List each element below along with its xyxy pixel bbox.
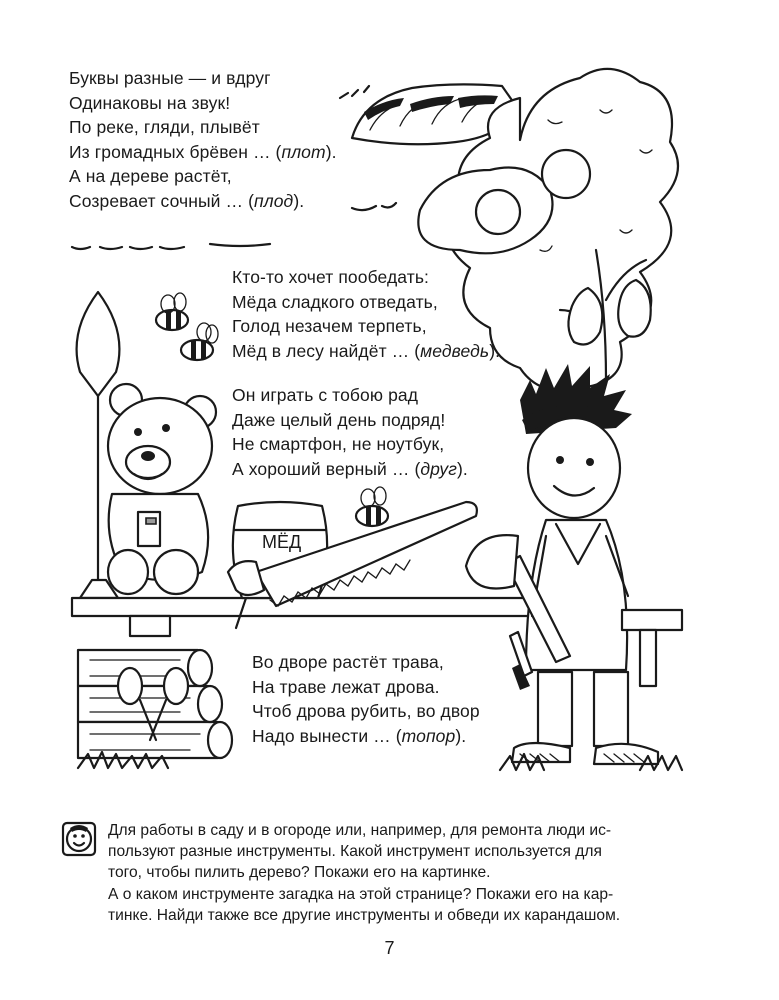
barrel-label: МЁД <box>262 532 302 552</box>
page-number: 7 <box>384 938 395 958</box>
poem-line: Чтоб дрова рубить, во двор <box>252 701 480 721</box>
bee-1 <box>156 293 188 330</box>
poem-line: Даже целый день подряд! <box>232 409 446 430</box>
poem-line: Одинаковы на звук! <box>69 92 231 113</box>
poem-friend <box>232 383 468 481</box>
task-line: тинке. Найди также все другие инструменты и обведи их карандашом. <box>108 906 621 924</box>
child-face-icon <box>63 823 95 855</box>
poem-answer: медведь <box>420 340 490 361</box>
task-line: А о каком инструменте загадка на этой странице? Покажи его на кар- <box>108 885 614 903</box>
poem-line: А на дереве растёт, <box>69 166 232 186</box>
workbench <box>72 598 572 636</box>
poem-line: Голод незачем терпеть, <box>232 316 427 336</box>
poem-answer: топор <box>401 725 456 746</box>
poem-line: Кто-то хочет пообедать: <box>232 267 430 287</box>
poem-line: Мёда сладкого отведать, <box>232 291 438 312</box>
poem-line: Буквы разные — и вдруг <box>69 68 271 88</box>
poem-raft-fruit <box>69 66 337 213</box>
firewood-stack <box>78 650 232 768</box>
poem-line: Надо вынести … (топор). <box>252 725 467 746</box>
poem-line: Из громадных брёвен … (плот). <box>69 141 337 162</box>
task-line: Для работы в саду и в огороде или, например, для ремонта люди ис- <box>108 822 612 839</box>
poem-line: Он играть с тобою рад <box>232 385 419 405</box>
task-line: пользуют разные инструменты. Какой инструмент используется для <box>108 843 602 861</box>
poem-answer: плот <box>281 141 326 162</box>
poem-line: А хороший верный … (друг). <box>232 458 468 479</box>
poem-answer: плод <box>254 190 294 211</box>
poem-line: На траве лежат дрова. <box>252 676 440 697</box>
poem-line: Мёд в лесу найдёт … (медведь). <box>232 340 501 361</box>
poem-line: По реке, гляди, плывёт <box>69 117 260 137</box>
hammer <box>622 610 682 686</box>
bee-2 <box>181 323 218 360</box>
poem-line: Во дворе растёт трава, <box>252 652 444 672</box>
boy <box>500 364 682 770</box>
poem-answer: друг <box>420 458 457 479</box>
bee-3 <box>356 487 388 526</box>
task-instructions <box>108 820 708 926</box>
poem-bear <box>232 265 500 363</box>
task-line: того, чтобы пилить дерево? Покажи его на картинке. <box>108 864 491 882</box>
teddy-bear <box>108 384 216 594</box>
poem-axe <box>252 650 480 748</box>
poem-line: Созревает сочный … (плод). <box>69 190 305 211</box>
poem-line: Не смартфон, не ноутбук, <box>232 434 445 454</box>
